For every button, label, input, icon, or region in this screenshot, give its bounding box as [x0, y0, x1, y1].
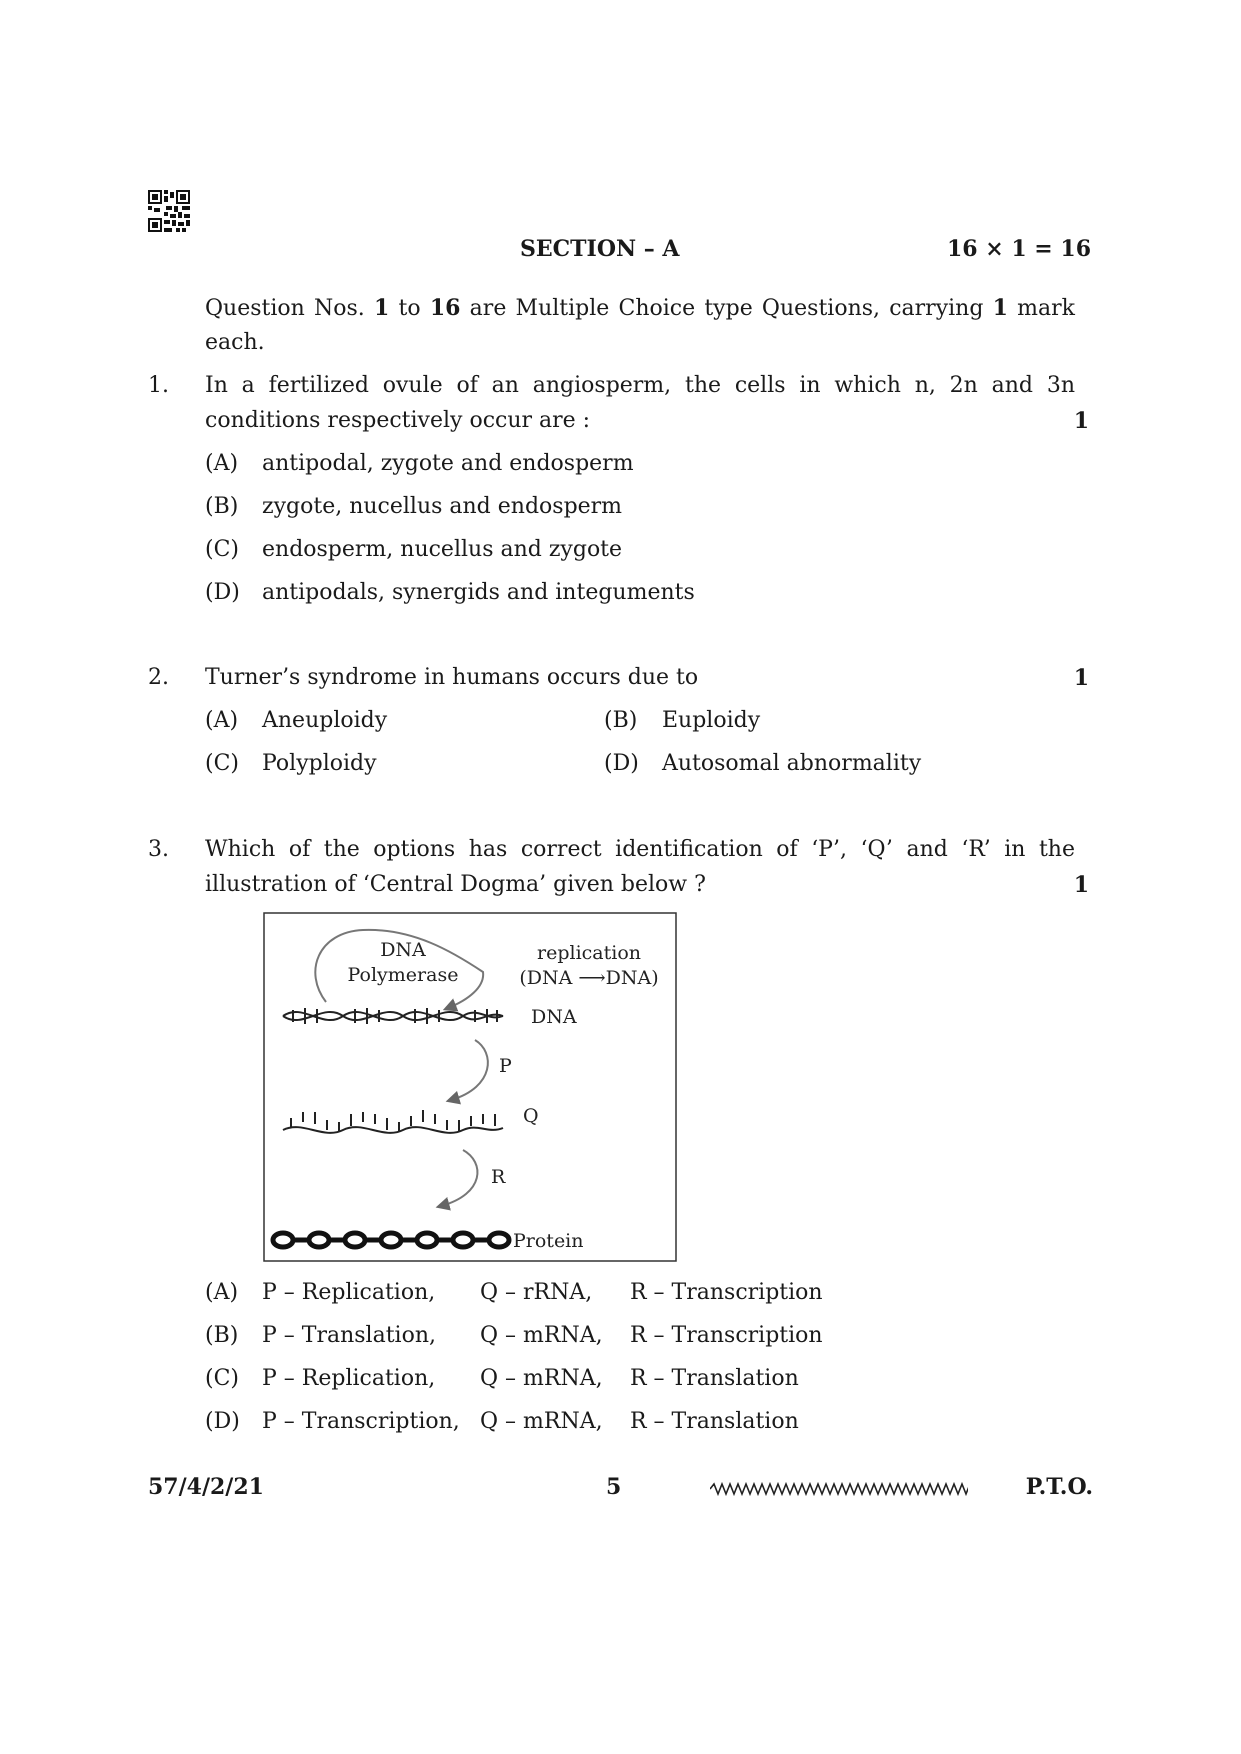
instructions-line-2: each. [205, 330, 265, 355]
option-label: (A) [205, 1280, 239, 1305]
question-number: 3. [148, 837, 169, 862]
option-label: (B) [604, 708, 638, 733]
option-label: (A) [205, 451, 239, 476]
marks-scheme: 16 × 1 = 16 [946, 236, 1091, 262]
option-label: (A) [205, 708, 239, 733]
option-p: P – Replication, [262, 1366, 436, 1391]
enzyme-label-1: DNA [380, 939, 426, 961]
question-text: In a fertilized ovule of an angiosperm, the cells in which n, 2n and 3n [205, 373, 1075, 398]
option-label: (B) [205, 1323, 239, 1348]
replication-label-2: (DNA ⟶DNA) [519, 967, 659, 989]
option-label: (B) [205, 494, 239, 519]
option-q: Q – mRNA, [480, 1409, 603, 1434]
option-label: (D) [205, 580, 240, 605]
paper-code: 57/4/2/21 [148, 1474, 264, 1500]
option-label: (C) [205, 751, 239, 776]
option-text: antipodals, synergids and integuments [262, 580, 695, 605]
question-text: Which of the options has correct identification of ‘P’, ‘Q’ and ‘R’ in the [205, 837, 1075, 862]
option-text: Polyploidy [262, 751, 377, 776]
option-r: R – Translation [630, 1366, 799, 1391]
question-marks: 1 [1073, 408, 1089, 434]
option-label: (D) [604, 751, 639, 776]
option-q: Q – rRNA, [480, 1280, 593, 1305]
protein-label: Protein [513, 1230, 584, 1252]
wavy-line-decoration [710, 1480, 968, 1498]
instructions-line-1: Question Nos. 1 to 16 are Multiple Choice type Questions, carrying 1 mark [205, 295, 1075, 321]
r-label: R [491, 1166, 506, 1188]
option-label: (C) [205, 1366, 239, 1391]
option-text: Autosomal abnormality [662, 751, 922, 776]
replication-label-1: replication [537, 942, 641, 964]
question-number: 2. [148, 665, 169, 690]
pto-label: P.T.O. [1025, 1474, 1093, 1500]
option-q: Q – mRNA, [480, 1323, 603, 1348]
option-label: (C) [205, 537, 239, 562]
question-number: 1. [148, 373, 169, 398]
option-r: R – Translation [630, 1409, 799, 1434]
question-marks: 1 [1073, 872, 1089, 898]
qr-code-icon [148, 190, 190, 232]
option-p: P – Replication, [262, 1280, 436, 1305]
page-number: 5 [606, 1474, 622, 1500]
p-label: P [499, 1055, 512, 1077]
option-p: P – Transcription, [262, 1409, 460, 1434]
option-q: Q – mRNA, [480, 1366, 603, 1391]
section-title: SECTION – A [520, 236, 680, 262]
q-label: Q [523, 1105, 539, 1127]
option-text: Aneuploidy [262, 708, 388, 733]
central-dogma-diagram [263, 912, 677, 1262]
option-r: R – Transcription [630, 1280, 823, 1305]
question-text: Turner’s syndrome in humans occurs due to [205, 665, 699, 690]
option-p: P – Translation, [262, 1323, 436, 1348]
option-text: zygote, nucellus and endosperm [262, 494, 623, 519]
question-text: conditions respectively occur are : [205, 408, 591, 433]
option-label: (D) [205, 1409, 240, 1434]
option-text: Euploidy [662, 708, 761, 733]
option-text: endosperm, nucellus and zygote [262, 537, 623, 562]
option-r: R – Transcription [630, 1323, 823, 1348]
question-marks: 1 [1073, 665, 1089, 691]
enzyme-label-2: Polymerase [347, 964, 459, 986]
question-text: illustration of ‘Central Dogma’ given below ? [205, 872, 706, 897]
dna-label: DNA [531, 1006, 577, 1028]
option-text: antipodal, zygote and endosperm [262, 451, 634, 476]
